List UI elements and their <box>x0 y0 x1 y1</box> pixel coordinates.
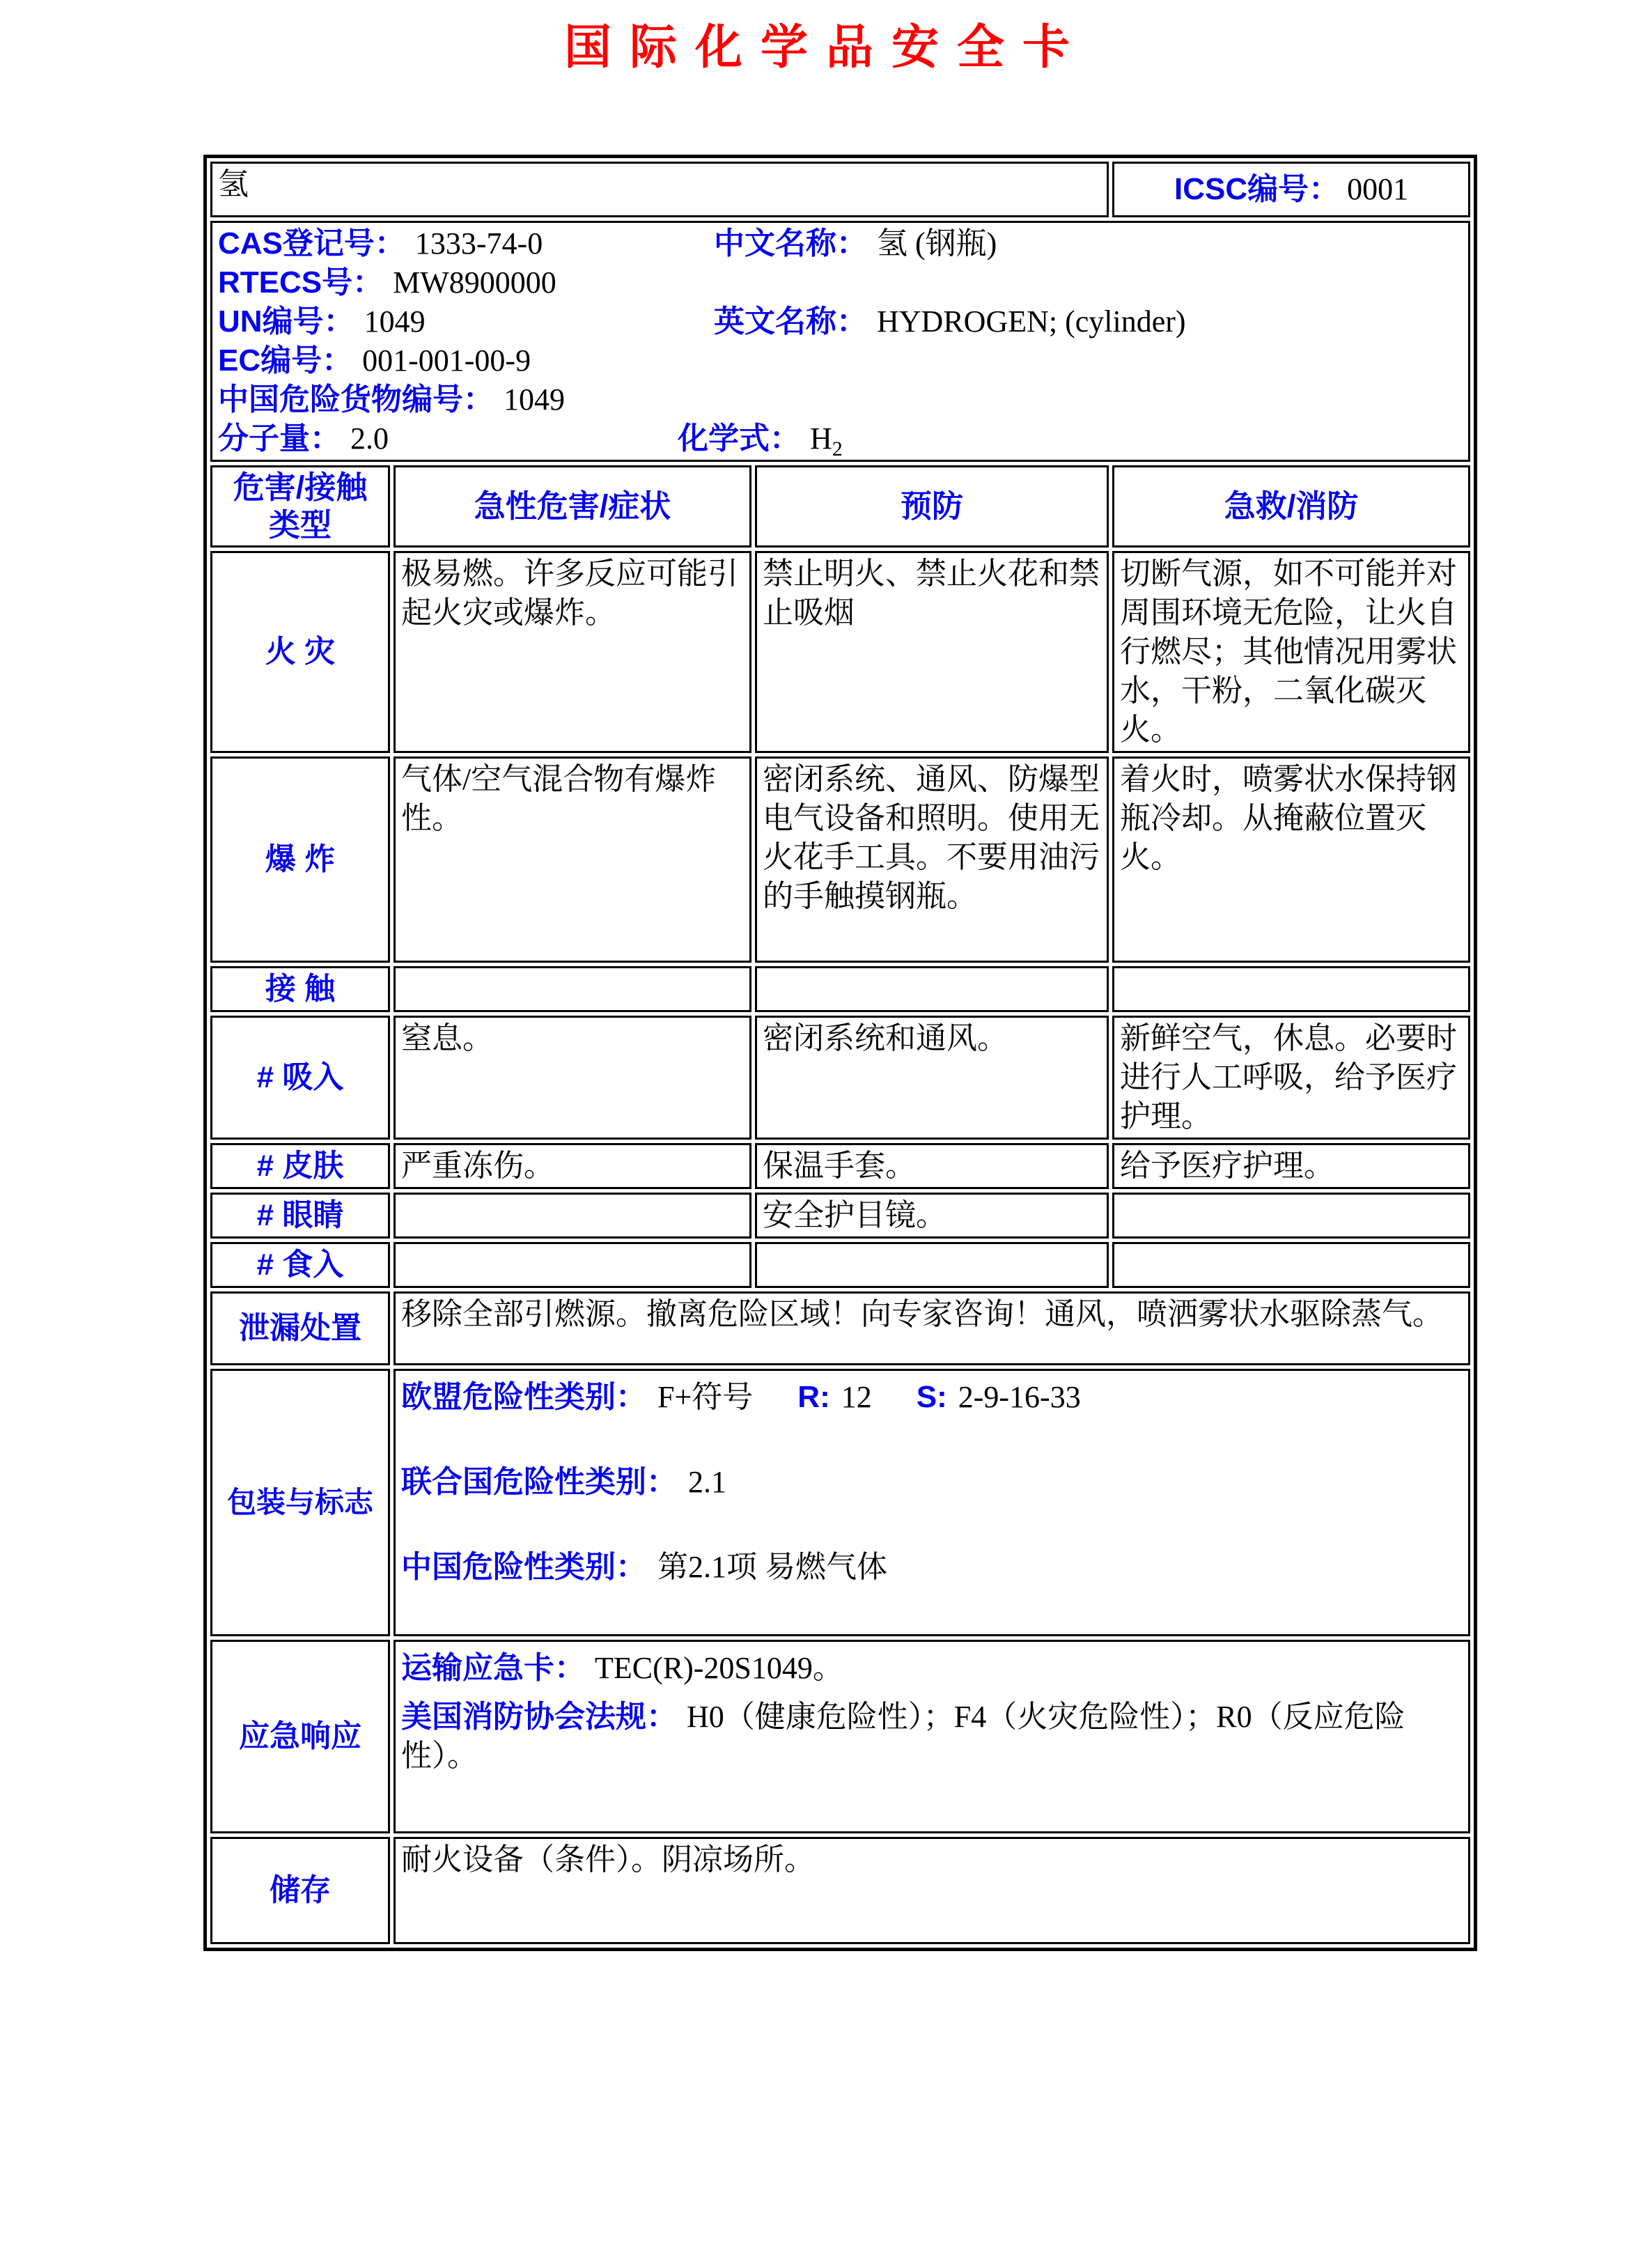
inhalation-symptoms: 窒息。 <box>393 1016 751 1140</box>
nfpa-code-line <box>401 1698 1463 1776</box>
un-number-label: UN编号： <box>218 304 354 339</box>
header-hazard-type: 危害/接触 类型 <box>210 465 390 548</box>
hazard-table-header-row <box>210 465 1470 548</box>
skin-prevention: 保温手套。 <box>755 1143 1109 1189</box>
transport-emergency-card-line <box>401 1649 1463 1688</box>
china-dg-number-value: 1049 <box>504 382 565 417</box>
transport-emergency-card-label: 运输应急卡： <box>401 1651 585 1685</box>
transport-emergency-card-value: TEC(R)-20S1049。 <box>595 1651 843 1685</box>
spill-disposal-label: 泄漏处置 <box>210 1291 390 1365</box>
english-name-value: HYDROGEN; (cylinder) <box>877 304 1186 339</box>
eu-hazard-class-line <box>401 1378 1463 1417</box>
chemical-formula-group <box>678 419 843 462</box>
explosion-symptoms: 气体/空气混合物有爆炸性。 <box>393 756 751 963</box>
identification-cell <box>210 221 1470 462</box>
r-phrases-value: 12 <box>841 1380 872 1414</box>
icsc-document-page <box>0 17 1652 2243</box>
s-phrases-value: 2-9-16-33 <box>958 1380 1081 1414</box>
eyes-prevention: 安全护目镜。 <box>755 1193 1109 1239</box>
hazard-row-fire <box>210 551 1470 753</box>
icsc-card-table <box>203 155 1477 1951</box>
molecular-weight-line <box>218 419 1463 458</box>
spill-disposal-text: 移除全部引燃源。撤离危险区域！向专家咨询！通风，喷洒雾状水驱除蒸气。 <box>393 1291 1470 1365</box>
exposure-firstaid <box>1112 966 1470 1012</box>
fire-prevention: 禁止明火、禁止火花和禁止吸烟 <box>755 551 1109 753</box>
ec-number-line <box>218 341 1463 380</box>
hazard-row-exposure <box>210 966 1470 1012</box>
nfpa-code-label: 美国消防协会法规： <box>401 1700 677 1734</box>
explosion-type-label: 爆 炸 <box>210 756 390 963</box>
english-name-label: 英文名称： <box>714 304 867 339</box>
explosion-prevention: 密闭系统、通风、防爆型电气设备和照明。使用无火花手工具。不要用油污的手触摸钢瓶。 <box>755 756 1109 963</box>
chemical-formula-subscript: 2 <box>832 437 843 460</box>
china-dg-number-label: 中国危险货物编号： <box>218 382 494 417</box>
ingestion-firstaid <box>1112 1242 1470 1288</box>
names-block <box>714 224 1186 341</box>
chemical-formula-label: 化学式： <box>678 421 800 456</box>
icsc-number-label: ICSC编号： <box>1174 172 1340 206</box>
un-number-value: 1049 <box>364 304 426 339</box>
header-prevention: 预防 <box>755 465 1109 548</box>
storage-text: 耐火设备（条件）。阴凉场所。 <box>393 1837 1470 1944</box>
un-hazard-class-label: 联合国危险性类别： <box>401 1465 677 1499</box>
inhalation-firstaid: 新鲜空气，休息。必要时进行人工呼吸，给予医疗护理。 <box>1112 1016 1470 1140</box>
packaging-labelling-label: 包装与标志 <box>210 1369 390 1636</box>
storage-row <box>210 1837 1470 1944</box>
china-hazard-class-label: 中国危险性类别： <box>401 1550 646 1584</box>
chinese-name-label: 中文名称： <box>714 226 867 261</box>
hazard-row-inhalation <box>210 1016 1470 1140</box>
cas-number-value: 1333-74-0 <box>414 226 543 261</box>
card-header-row <box>210 162 1470 217</box>
hazard-row-ingestion <box>210 1242 1470 1288</box>
fire-type-label: 火 灾 <box>210 551 390 753</box>
hazard-row-skin <box>210 1143 1470 1189</box>
eyes-firstaid <box>1112 1193 1470 1239</box>
emergency-response-label: 应急响应 <box>210 1640 390 1833</box>
chinese-name-value: 氢 (钢瓶) <box>877 226 997 261</box>
skin-symptoms: 严重冻伤。 <box>393 1143 751 1189</box>
rtecs-number-label: RTECS号： <box>218 265 384 300</box>
rtecs-number-value: MW8900000 <box>393 265 556 300</box>
eu-hazard-class-label: 欧盟危险性类别： <box>401 1380 646 1414</box>
storage-label: 储存 <box>210 1837 390 1944</box>
hazard-row-eyes <box>210 1193 1470 1239</box>
exposure-symptoms <box>393 966 751 1012</box>
ingestion-type-label: # 食入 <box>210 1242 390 1288</box>
ingestion-prevention <box>755 1242 1109 1288</box>
eyes-symptoms <box>393 1193 751 1239</box>
exposure-type-label: 接 触 <box>210 966 390 1012</box>
chemical-formula-base: H <box>810 421 832 456</box>
ec-number-value: 001-001-00-9 <box>362 343 531 378</box>
molecular-weight-value: 2.0 <box>350 421 389 456</box>
molecular-weight-label: 分子量： <box>218 421 341 456</box>
china-dg-number-line <box>218 380 1463 419</box>
china-hazard-class-value: 第2.1项 易燃气体 <box>657 1550 887 1584</box>
r-phrases-label: R: <box>797 1380 830 1414</box>
exposure-prevention <box>755 966 1109 1012</box>
skin-firstaid: 给予医疗护理。 <box>1112 1143 1470 1189</box>
ingestion-symptoms <box>393 1242 751 1288</box>
un-hazard-class-line <box>401 1463 1463 1502</box>
fire-firstaid: 切断气源，如不可能并对周围环境无危险，让火自行燃尽；其他情况用雾状水，干粉，二氧化碳灭火。 <box>1112 551 1470 753</box>
icsc-number-value: 0001 <box>1347 172 1409 206</box>
inhalation-type-label: # 吸入 <box>210 1016 390 1140</box>
header-firstaid-firefighting: 急救/消防 <box>1112 465 1470 548</box>
header-acute-hazards: 急性危害/症状 <box>393 465 751 548</box>
explosion-firstaid: 着火时，喷雾状水保持钢瓶冷却。从掩蔽位置灭火。 <box>1112 756 1470 963</box>
packaging-labelling-row <box>210 1369 1470 1636</box>
fire-symptoms: 极易燃。许多反应可能引起火灾或爆炸。 <box>393 551 751 753</box>
packaging-labelling-cell <box>393 1369 1470 1636</box>
eu-hazard-class-value: F+符号 <box>657 1380 754 1414</box>
s-phrases-label: S: <box>916 1380 947 1414</box>
english-name-line <box>714 302 1186 341</box>
ec-number-label: EC编号： <box>218 343 353 378</box>
skin-type-label: # 皮肤 <box>210 1143 390 1189</box>
icsc-number-cell <box>1112 162 1470 217</box>
substance-name: 氢 <box>218 167 249 201</box>
inhalation-prevention: 密闭系统和通风。 <box>755 1016 1109 1140</box>
substance-name-cell <box>210 162 1109 217</box>
china-hazard-class-line <box>401 1548 1463 1587</box>
un-hazard-class-value: 2.1 <box>688 1465 726 1499</box>
eyes-type-label: # 眼睛 <box>210 1193 390 1239</box>
emergency-response-cell <box>393 1640 1470 1833</box>
hazard-row-explosion <box>210 756 1470 963</box>
nfpa-code-value: H0（健康危险性）；F4（火灾危险性）；R0（反应危险性）。 <box>401 1700 1405 1773</box>
emergency-response-row <box>210 1640 1470 1833</box>
identification-row <box>210 221 1470 462</box>
chinese-name-line <box>714 224 1186 263</box>
cas-number-label: CAS登记号： <box>218 226 405 261</box>
spill-disposal-row <box>210 1291 1470 1365</box>
page-title: 国际化学品安全卡 <box>563 21 1088 74</box>
